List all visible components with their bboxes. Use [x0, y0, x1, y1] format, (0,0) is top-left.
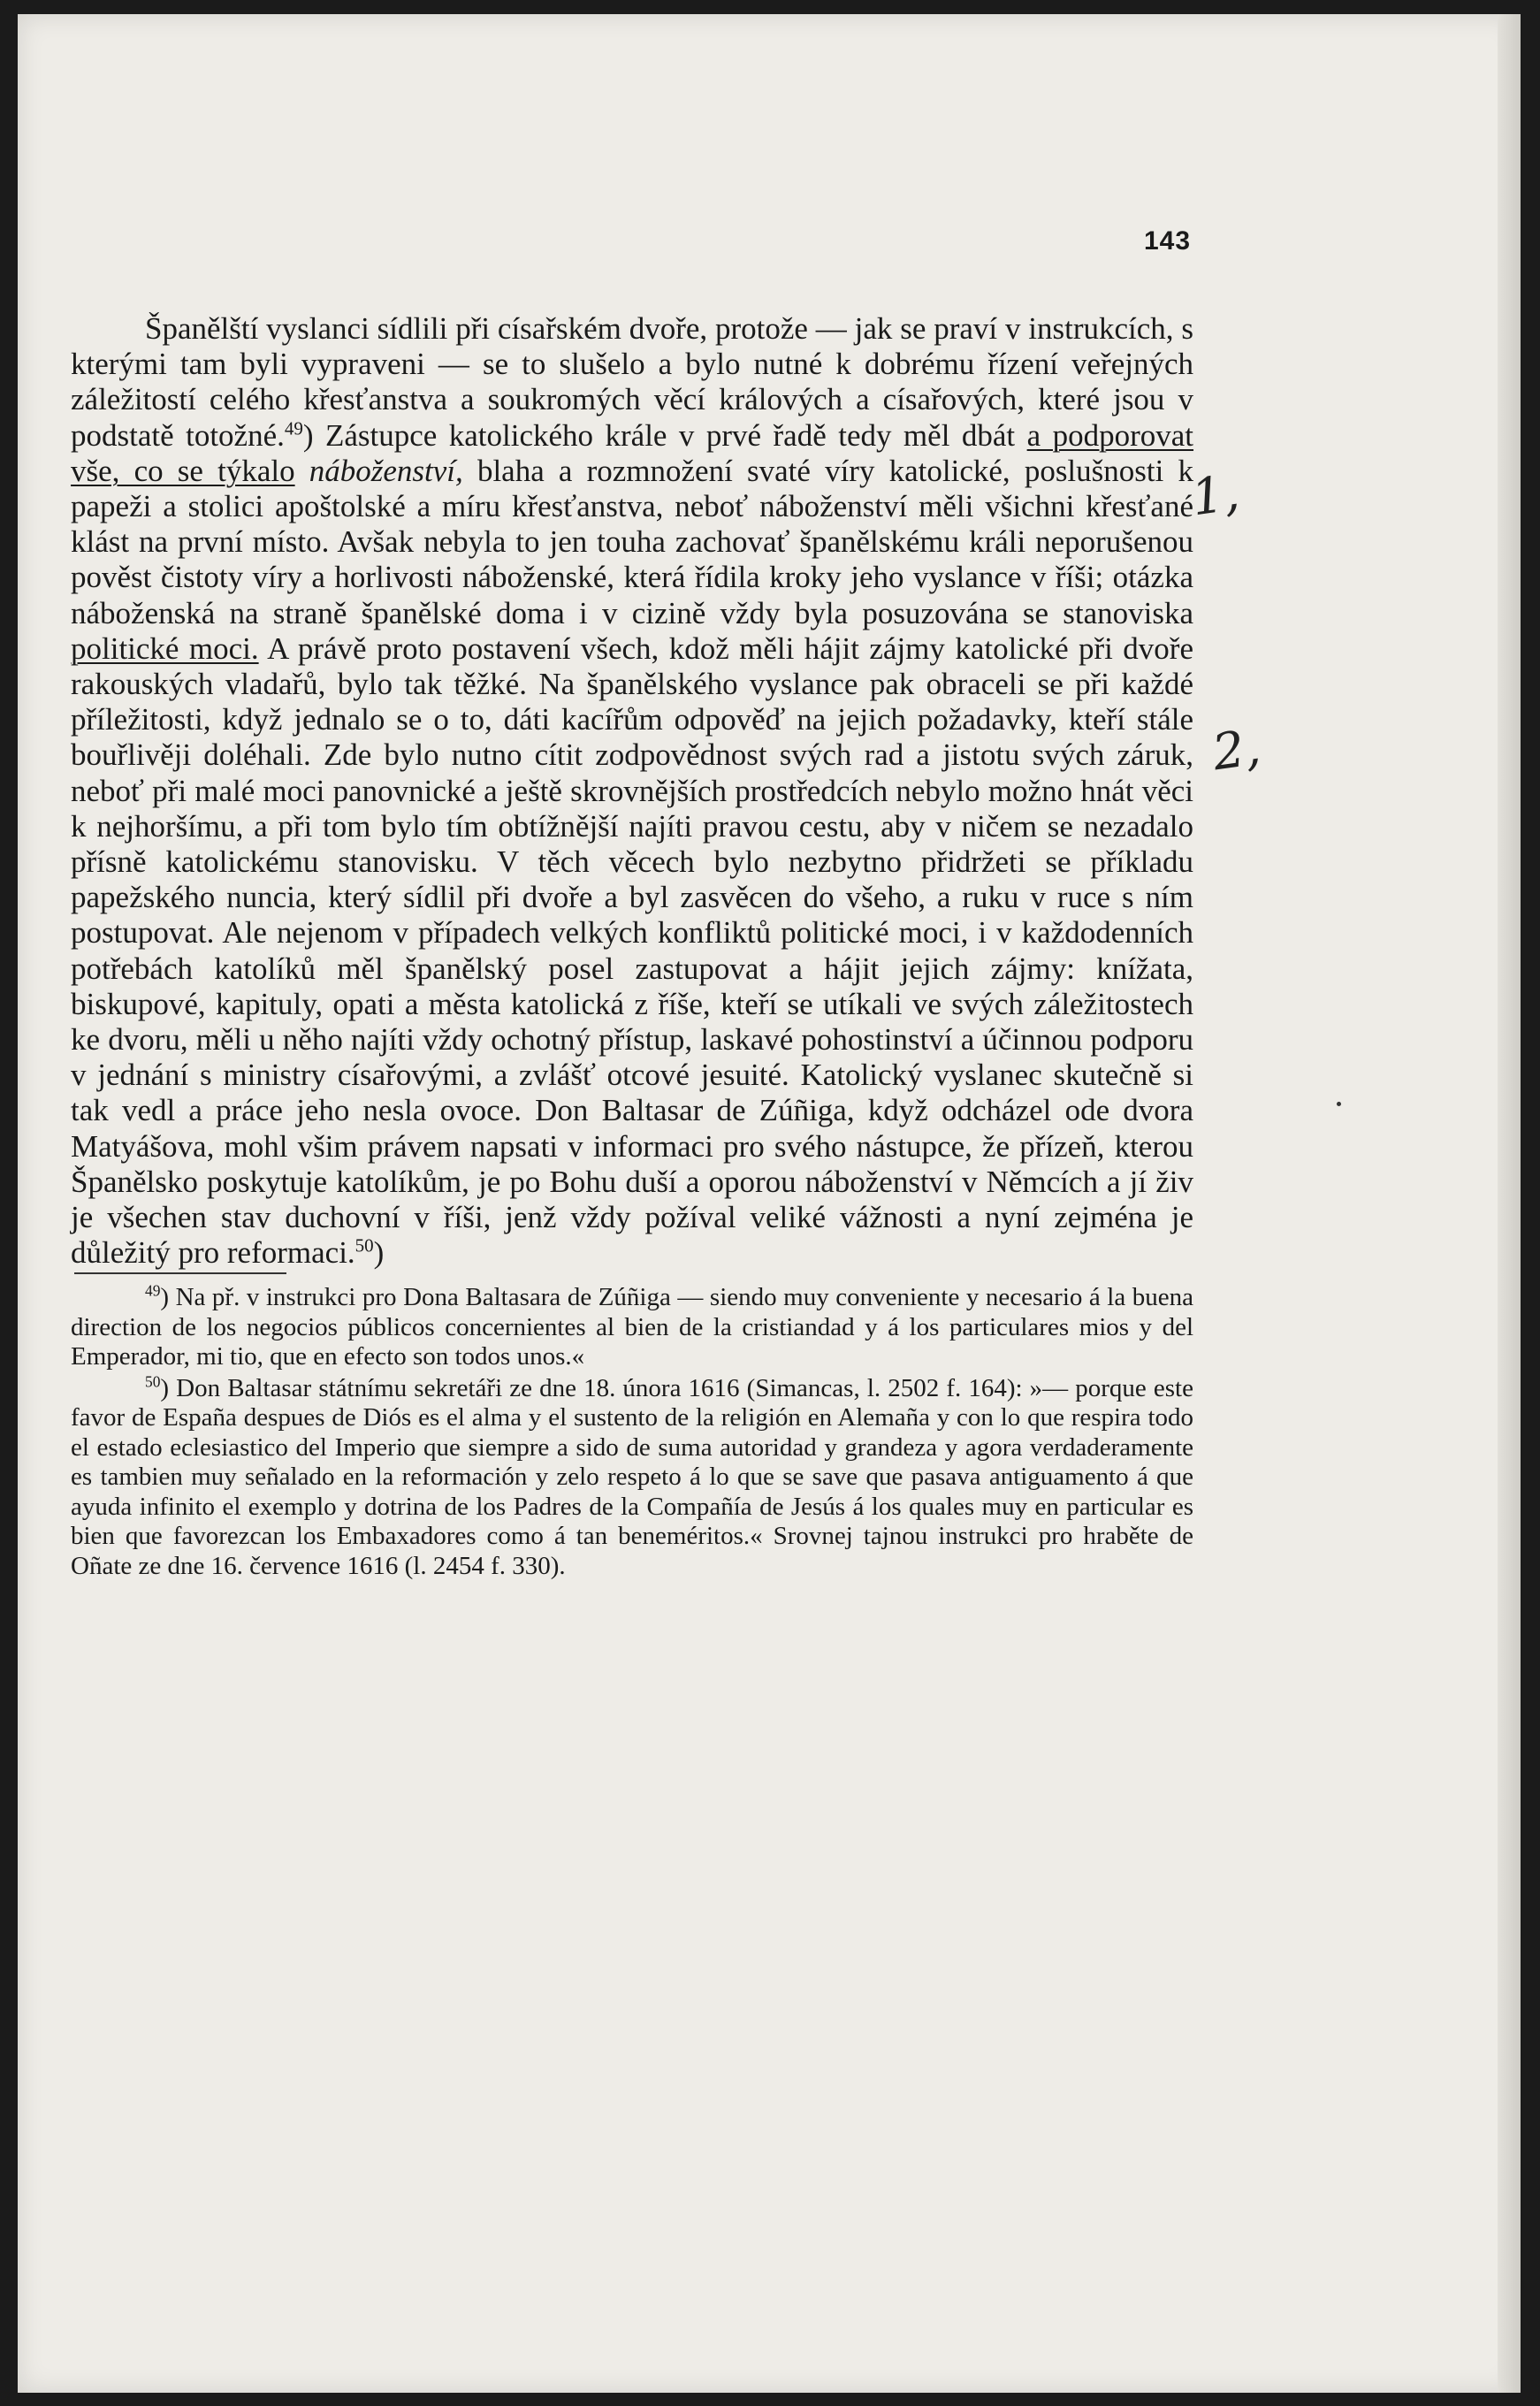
footnote-50 [71, 1374, 1193, 1582]
ink-speck [1337, 1102, 1341, 1106]
underlined-phrase: politické moci. [71, 630, 259, 666]
text-run: ) [373, 1235, 385, 1271]
margin-annotation-2: 2, [1208, 718, 1264, 783]
text-run: A právě proto postavení všech, kdož měli hájit zájmy katolické při dvoře rakouských vladařů, bylo tak těžké. Na španělského vyslance pak obraceli se při každé příležitosti, když jednalo se o to, dáti kacířům odpověď na jejich požadavky, kteří stále bouřlivěji doléhali. Zde bylo nutno cítit zodpovědnost svých rad a jistotu svých záruk, neboť při malé moci panovnické a ještě skrovnějších prostředcích nebylo možno hnát věci k nejhoršímu, a při tom bylo tím obtížnější najíti pravou cestu, aby v ničem se nezadalo přísně katolickému stanovisku. V těch věcech bylo nezbytno přidržeti se příkladu papežského nuncia, který sídlil při dvoře a byl zasvěcen do všeho, a ruku v ruce s ním postupovat. Ale nejenom v případech velkých konfliktů politické moci, i v každodenních potřebách katolíků měl španělský posel zastupovat a hájit jejich zájmy: knížata, biskupové, kapituly, opati a města katolická z říše, kteří se utíkali ve svých záležitostech ke dvoru, měli u něho najíti vždy ochotný přístup, laskavé pohostinství a účinnou podporu v jednání s ministry císařovými, a zvlášť otcové jesuité. Katolický vyslanec skutečně si tak vedl a práce jeho nesla ovoce. Don Baltasar de Zúñiga, když odcházel ode dvora Matyášova, mohl všim právem napsati v informaci pro svého nástupce, že přízeň, kterou Španělsko poskytuje katolíkům, je po Bohu duší a oporou náboženství v Němcích a jí živ je všechen stav duchovní v říši, jenž vždy požíval veliké vážnosti a nyní zejména je důležitý pro reformaci. [71, 630, 1193, 1271]
footnote-divider [74, 1272, 286, 1274]
page-edge [1498, 14, 1521, 2393]
footnote-text: ) Na př. v instrukci pro Dona Baltasara de Zúñiga — siendo muy conveniente y necesario á la buena direction de los negocios públicos concernientes al bien de la cristiandad y á los particulares mios y del Emperador, mi tio, que en efecto son todos unos.« [71, 1283, 1193, 1371]
footnotes [71, 1283, 1193, 1581]
margin-annotation-1: 1, [1187, 463, 1243, 528]
footnote-marker: 49 [145, 1281, 161, 1300]
text-run: blaha a rozmnožení svaté víry katolické, poslušnosti k papeži a stolici apoštolské a míru křesťanstva, neboť náboženství měli všichni křesťané klást na první místo. Avšak nebyla to jen touha zachovať španělskému králi neporušenou pověst čistoty víry a horlivosti náboženské, která řídila kroky jeho vyslance v říši; otázka náboženská na straně španělské doma i v cizině vždy byla posuzována se stanoviska [71, 453, 1194, 630]
book-page [18, 14, 1521, 2393]
footnote-ref-49[interactable]: 49 [284, 416, 303, 439]
page-number: 143 [1144, 226, 1192, 256]
text-run: ) Zástupce katolického krále v prvé řadě tedy měl dbát [302, 417, 1027, 453]
footnote-ref-50[interactable]: 50 [355, 1234, 374, 1256]
footnote-49 [71, 1283, 1193, 1372]
text-run: Španělští vyslanci sídlili při císařském dvoře, protože — jak se praví v instrukcích, s kterými tam byli vypraveni — se to slušelo a bylo nutné k dobrému řízení veřejných záležitostí celého křesťanstva a soukromých věcí králových a císařových, které jsou v podstatě totožné. [71, 311, 1193, 453]
paragraph-text [71, 311, 1193, 1271]
text-block [71, 311, 1193, 1581]
main-paragraph [71, 311, 1193, 1271]
footnote-marker: 50 [145, 1372, 161, 1391]
footnote-text: ) Don Baltasar státnímu sekretáři ze dne 18. února 1616 (Simancas, l. 2502 f. 164): »— porque este favor de España despues de Diós es el alma y el sustento de la religión en Alemaña y con lo que respira todo el estado eclesiastico del Imperio que siempre a sido de suma autoridad y grandeza y agora verdaderamente es tambien muy señalado en la reformación y zelo respeto á lo que se save que pasava antiguamento á que ayuda infinito el exemplo y dotrina de los Padres de la Compañía de Jesús á los quales muy en particular es bien que favorezcan los Embaxadores como á tan beneméritos.« Srovnej tajnou instrukci pro hraběte de Oñate ze dne 16. července 1616 (l. 2454 f. 330). [71, 1373, 1193, 1580]
underlined-phrase: a podporovat vše, co se týkalo [71, 417, 1194, 488]
italic-phrase: náboženství, [294, 453, 463, 488]
